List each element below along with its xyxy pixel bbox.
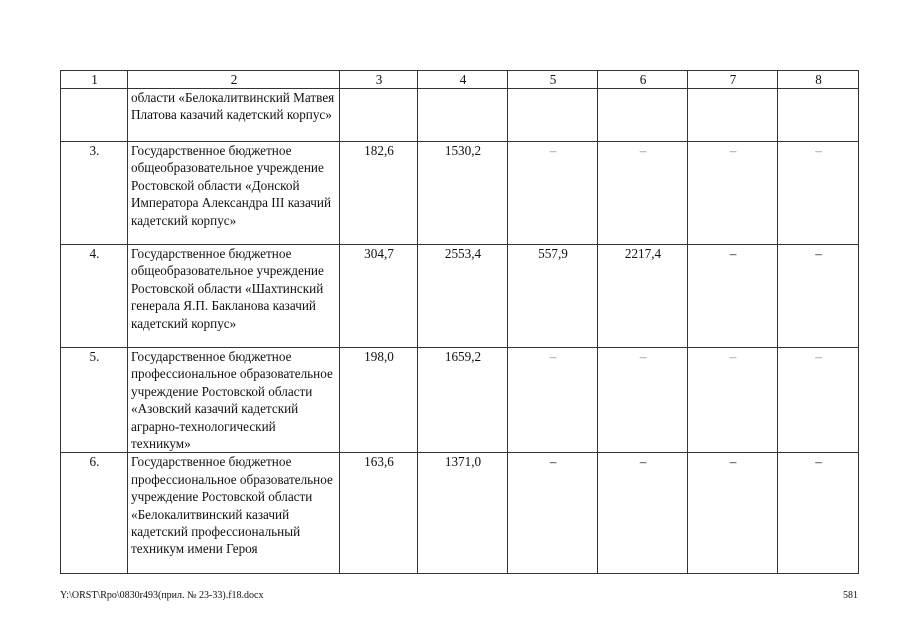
value-cell-7: – — [688, 348, 778, 453]
value-cell-4: 2553,4 — [418, 245, 508, 348]
value-cell-7: – — [688, 453, 778, 574]
value-cell-3: 182,6 — [340, 142, 418, 245]
value-cell-3: 163,6 — [340, 453, 418, 574]
header-row — [61, 71, 859, 89]
row-number-cell — [61, 89, 128, 142]
header-cell-6: 6 — [598, 71, 688, 89]
value-cell-8: – — [778, 348, 859, 453]
institution-name-cell: Государственное бюджетное профессиональное образовательное учреждение Ростовской области «Азовский казачий кадетский аграрно-технологический техникум» — [128, 348, 340, 453]
value-cell-7: – — [688, 245, 778, 348]
value-cell-7: – — [688, 142, 778, 245]
value-cell — [598, 89, 688, 142]
header-cell-3: 3 — [340, 71, 418, 89]
value-cell-5: – — [508, 142, 598, 245]
value-cell — [508, 89, 598, 142]
institution-name-cell: Государственное бюджетное профессиональное образовательное учреждение Ростовской области «Белокалитвинский казачий кадетский профессиональный техникум имени Героя — [128, 453, 340, 574]
value-cell-3: 304,7 — [340, 245, 418, 348]
row-number-cell: 4. — [61, 245, 128, 348]
table-row — [61, 348, 859, 453]
value-cell-4: 1530,2 — [418, 142, 508, 245]
value-cell-4: 1371,0 — [418, 453, 508, 574]
value-cell-3: 198,0 — [340, 348, 418, 453]
header-cell-4: 4 — [418, 71, 508, 89]
institution-name-cell: области «Белокалитвинский Матвея Платова казачий кадетский корпус» — [128, 89, 340, 142]
value-cell — [688, 89, 778, 142]
value-cell-6: 2217,4 — [598, 245, 688, 348]
value-cell-6: – — [598, 142, 688, 245]
value-cell-8: – — [778, 453, 859, 574]
value-cell-5: 557,9 — [508, 245, 598, 348]
value-cell-8: – — [778, 245, 859, 348]
value-cell-4: 1659,2 — [418, 348, 508, 453]
value-cell-5: – — [508, 348, 598, 453]
institution-name-cell: Государственное бюджетное общеобразовательное учреждение Ростовской области «Донской Императора Александра III казачий кадетский корпус» — [128, 142, 340, 245]
value-cell — [778, 89, 859, 142]
table-row — [61, 142, 859, 245]
header-cell-5: 5 — [508, 71, 598, 89]
value-cell — [418, 89, 508, 142]
row-number-cell: 6. — [61, 453, 128, 574]
value-cell-8: – — [778, 142, 859, 245]
header-cell-8: 8 — [778, 71, 859, 89]
header-cell-2: 2 — [128, 71, 340, 89]
table-row — [61, 245, 859, 348]
header-cell-1: 1 — [61, 71, 128, 89]
footer-file-path: Y:\ORST\Rpo\0830r493(прил. № 23-33).f18.docx — [60, 590, 264, 601]
row-number-cell: 3. — [61, 142, 128, 245]
value-cell-6: – — [598, 453, 688, 574]
data-table — [60, 70, 859, 574]
row-number-cell: 5. — [61, 348, 128, 453]
institution-name-cell: Государственное бюджетное общеобразовательное учреждение Ростовской области «Шахтинский генерала Я.П. Бакланова казачий кадетский корпус» — [128, 245, 340, 348]
value-cell-6: – — [598, 348, 688, 453]
value-cell-5: – — [508, 453, 598, 574]
header-cell-7: 7 — [688, 71, 778, 89]
page-number: 581 — [843, 590, 858, 601]
table-row-continued — [61, 89, 859, 142]
table-row — [61, 453, 859, 574]
value-cell — [340, 89, 418, 142]
